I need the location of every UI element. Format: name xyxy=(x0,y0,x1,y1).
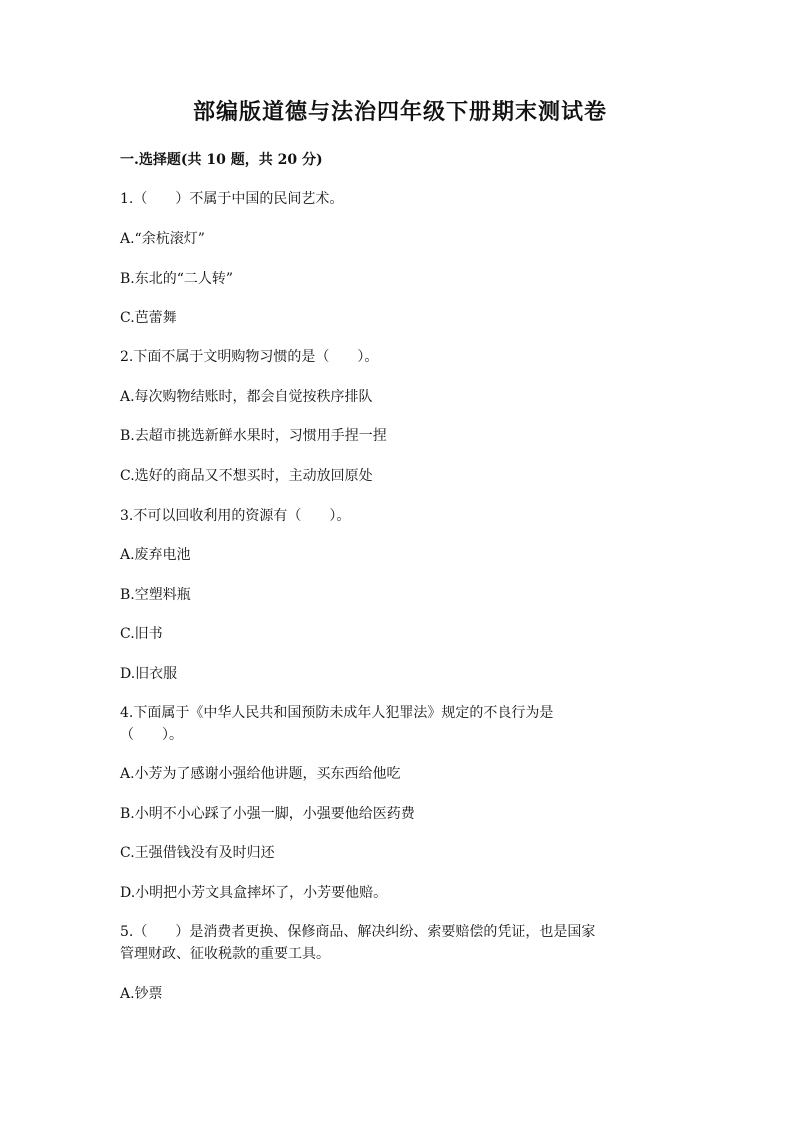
section-heading: 一.选择题(共 10 题，共 20 分) xyxy=(120,152,323,168)
question-1-stem: 1.（ ）不属于中国的民间艺术。 xyxy=(120,191,344,207)
question-4-option-c: C.王强借钱没有及时归还 xyxy=(120,845,275,861)
page-title: 部编版道德与法治四年级下册期末测试卷 xyxy=(192,99,607,125)
question-5-stem-line-2: 管理财政、征收税款的重要工具。 xyxy=(120,946,330,962)
question-3-stem: 3.不可以回收利用的资源有（ ）。 xyxy=(120,508,351,524)
question-3-option-a: A.废弃电池 xyxy=(120,547,191,563)
question-1-option-b: B.东北的“二人转” xyxy=(120,271,234,287)
question-1-option-c: C.芭蕾舞 xyxy=(120,310,177,326)
question-5-stem-line-1: 5.（ ）是消费者更换、保修商品、解决纠纷、索要赔偿的凭证，也是国家 xyxy=(120,924,596,940)
question-2-option-a: A.每次购物结账时，都会自觉按秩序排队 xyxy=(120,389,373,405)
question-4-option-a: A.小芳为了感谢小强给他讲题，买东西给他吃 xyxy=(120,766,401,782)
question-3-option-c: C.旧书 xyxy=(120,626,163,642)
question-4-stem-line-1: 4.下面属于《中华人民共和国预防未成年人犯罪法》规定的不良行为是 xyxy=(120,705,554,721)
question-2-option-c: C.选好的商品又不想买时，主动放回原处 xyxy=(120,468,373,484)
question-2-option-b: B.去超市挑选新鲜水果时，习惯用手捏一捏 xyxy=(120,428,387,444)
question-2-stem: 2.下面不属于文明购物习惯的是（ ）。 xyxy=(120,349,379,365)
question-3-option-d: D.旧衣服 xyxy=(120,666,178,682)
question-4-stem-line-2: （ ）。 xyxy=(120,727,183,743)
question-5-option-a: A.钞票 xyxy=(120,986,163,1002)
question-4-option-d: D.小明把小芳文具盒摔坏了，小芳要他赔。 xyxy=(120,885,388,901)
question-4-option-b: B.小明不小心踩了小强一脚，小强要他给医药费 xyxy=(120,806,415,822)
question-1-option-a: A.“余杭滚灯” xyxy=(120,231,205,247)
question-3-option-b: B.空塑料瓶 xyxy=(120,587,191,603)
